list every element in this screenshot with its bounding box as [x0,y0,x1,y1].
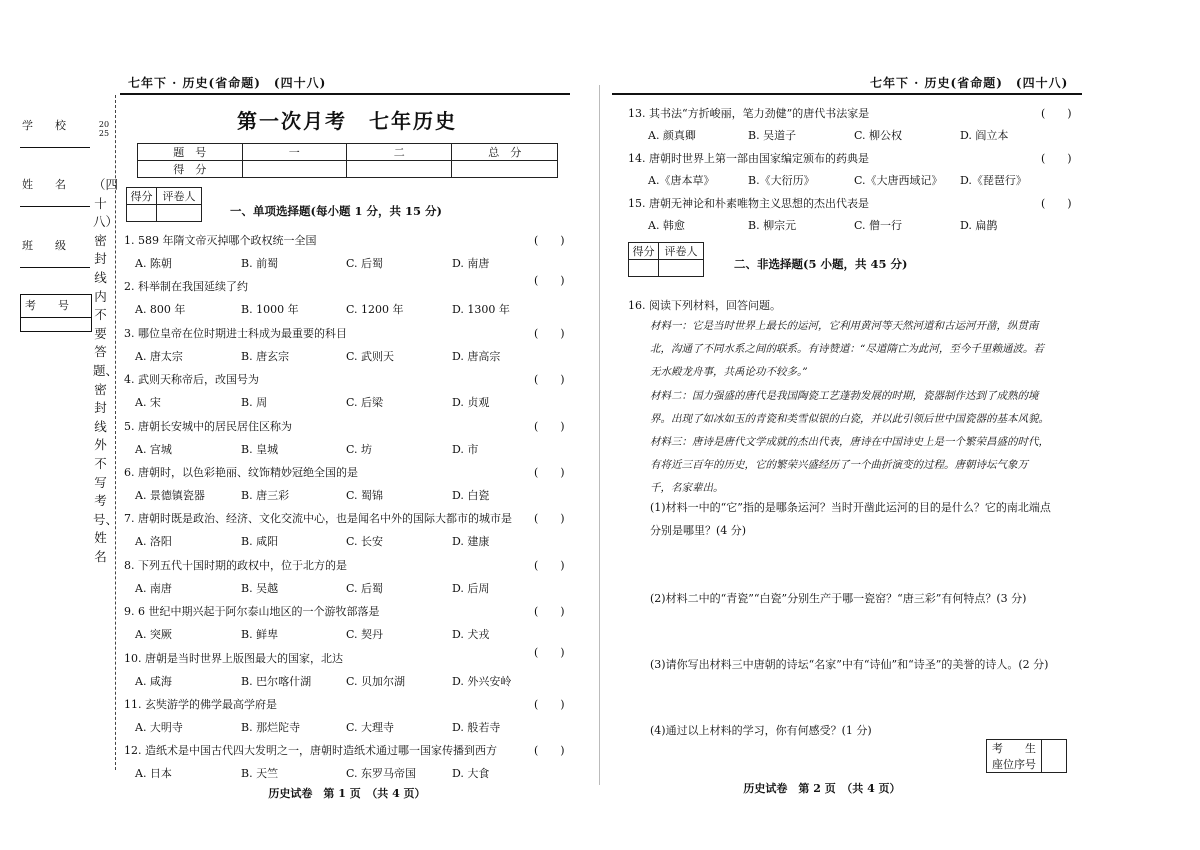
question-stem: 1. 589 年隋文帝灭掉哪个政权统一全国 [124,234,317,247]
option[interactable]: D. 贞观 [452,396,490,409]
option[interactable]: C. 后蜀 [346,582,384,595]
option[interactable]: D.《琵琶行》 [960,174,1027,187]
option[interactable]: B. 唐三彩 [241,489,290,502]
question-stem: 13. 其书法“方折峻丽，笔力劲健”的唐代书法家是 [628,107,870,120]
year-vertical: 2025 [98,120,110,138]
question-stem: 2. 科举制在我国延续了约 [124,280,248,293]
material-line: 有将近三百年的历史，它的繁荣兴盛经历了一个曲折演变的过程。唐朝诗坛气象万 [650,459,1028,471]
seal-dashed-line [115,95,116,770]
option[interactable]: D. 后周 [452,582,490,595]
class-field[interactable] [20,237,90,268]
option[interactable]: A. 陈朝 [135,257,172,270]
option[interactable]: D. 阎立本 [960,129,1009,142]
material-line: 材料三：唐诗是唐代文学成就的杰出代表，唐诗在中国诗史上是一个繁荣昌盛的时代， [650,436,1049,448]
option[interactable]: A. 洛阳 [135,535,172,548]
scorer-score-label: 得分 [127,188,157,205]
material-line: 千，名家辈出。 [650,482,724,494]
score-input-cell[interactable] [347,161,452,178]
answer-paren[interactable]: ( ) [534,698,565,711]
question-stem: 10. 唐朝是当时世界上版图最大的国家，北达 [124,652,343,665]
option[interactable]: D. 南唐 [452,257,490,270]
exam-number-label: 考 号 [25,299,69,312]
score-table-cell: 得 分 [138,161,243,178]
answer-paren[interactable]: ( ) [534,744,565,757]
option[interactable]: A. 突厥 [135,628,172,641]
option[interactable]: A. 宫城 [135,443,172,456]
option[interactable]: B. 前蜀 [241,257,279,270]
school-field[interactable] [20,117,90,148]
question-stem: 8. 下列五代十国时期的政权中，位于北方的是 [124,559,347,572]
option[interactable]: D. 白瓷 [452,489,490,502]
header-rule-right [612,93,1082,95]
option[interactable]: C. 后蜀 [346,257,384,270]
exam-number-field[interactable] [20,294,92,332]
section1-title: 一、单项选择题(每小题 1 分，共 15 分) [230,204,442,218]
seal-line-vertical-text: （四十八）密封线内不要答题、密封线外不写考号、姓名 [93,177,119,564]
score-input-cell[interactable] [452,161,558,178]
option[interactable]: A. 咸海 [135,675,172,688]
seat-label-2: 座位序号 [987,756,1042,773]
seat-label-1: 考 生 [987,740,1042,757]
header-right: 七年下 · 历史(省命题) (四十八) [870,76,1069,90]
class-line[interactable] [20,253,90,268]
option[interactable]: B. 唐玄宗 [241,350,290,363]
option[interactable]: C. 大理寺 [346,721,395,734]
sub-question-line: 分别是哪里？(4 分) [650,524,747,537]
q16-sub3: (3)请你写出材料三中唐朝的诗坛“名家”中有“诗仙”和“诗圣”的美誉的诗人。(2 分) [650,658,1049,671]
class-label: 班 级 [22,239,66,252]
option[interactable]: C. 契丹 [346,628,384,641]
option[interactable]: D. 犬戎 [452,628,490,641]
seat-number-box [986,739,1067,773]
footer-right: 历史试卷 第 2 页 （共 4 页） [743,782,901,795]
question-stem: 14. 唐朝时世界上第一部由国家编定颁布的药典是 [628,152,869,165]
option[interactable]: C. 1200 年 [346,303,404,316]
school-label: 学 校 [22,119,66,132]
option[interactable]: A. 唐太宗 [135,350,183,363]
footer-left: 历史试卷 第 1 页 （共 4 页） [268,787,426,800]
material-line: 无水殿龙舟事，共禹论功不较多。” [650,366,808,378]
score-summary-table [137,143,558,178]
option[interactable]: B.《大衍历》 [748,174,815,187]
question-stem: 4. 武则天称帝后，改国号为 [124,373,259,386]
option[interactable]: B. 巴尔喀什湖 [241,675,312,688]
answer-paren[interactable]: ( ) [534,373,565,386]
option[interactable]: A.《唐本草》 [648,174,715,187]
answer-paren[interactable]: ( ) [534,559,565,572]
option[interactable]: C. 坊 [346,443,373,456]
option[interactable]: D. 建康 [452,535,490,548]
header-rule-left [120,93,570,95]
option[interactable]: D. 1300 年 [452,303,510,316]
scorer-score-label: 得分 [629,243,659,260]
option[interactable]: B. 吴道子 [748,129,797,142]
question-stem: 3. 哪位皇帝在位时期进士科成为最重要的科目 [124,327,347,340]
option[interactable]: A. 南唐 [135,582,172,595]
scorer-box-section1 [126,187,202,222]
option[interactable]: B. 咸阳 [241,535,279,548]
material-line: 北，沟通了不同水系之间的联系。有诗赞道：“尽道隋亡为此河，至今千里赖通波。若 [650,343,1044,355]
scorer-grader-input[interactable] [659,260,704,277]
question-stem: 12. 造纸术是中国古代四大发明之一，唐朝时造纸术通过哪一国家传播到西方 [124,744,497,757]
q16-title: 16. 阅读下列材料，回答问题。 [628,299,781,312]
question-stem: 11. 玄奘游学的佛学最高学府是 [124,698,277,711]
question-stem: 7. 唐朝时既是政治、经济、文化交流中心，也是闻名中外的国际大都市的城市是 [124,512,512,525]
answer-paren[interactable]: ( ) [534,234,565,247]
name-label: 姓 名 [22,178,66,191]
answer-paren[interactable]: ( ) [1041,152,1072,165]
option[interactable]: B. 周 [241,396,268,409]
answer-paren[interactable]: ( ) [534,466,565,479]
score-table-cell: 一 [242,144,346,161]
option[interactable]: B. 那烂陀寺 [241,721,301,734]
option[interactable]: B. 鲜卑 [241,628,279,641]
scorer-grader-label: 评卷人 [659,243,704,260]
option[interactable]: D. 大食 [452,767,490,780]
answer-paren[interactable]: ( ) [534,646,565,659]
option[interactable]: B. 吴越 [241,582,279,595]
answer-paren[interactable]: ( ) [534,512,565,525]
option[interactable]: C.《大唐西域记》 [854,174,943,187]
option[interactable]: D. 市 [452,443,479,456]
question-stem: 9. 6 世纪中期兴起于阿尔泰山地区的一个游牧部落是 [124,605,380,618]
scorer-grader-input[interactable] [157,205,202,222]
option[interactable]: D. 唐高宗 [452,350,501,363]
scorer-grader-label: 评卷人 [157,188,202,205]
question-stem: 15. 唐朝无神论和朴素唯物主义思想的杰出代表是 [628,197,869,210]
answer-paren[interactable]: ( ) [1041,197,1072,210]
option[interactable]: A. 日本 [135,767,172,780]
option[interactable]: C. 后梁 [346,396,384,409]
answer-paren[interactable]: ( ) [534,274,565,287]
school-line[interactable] [20,133,90,148]
score-table-cell: 题 号 [138,144,243,161]
option[interactable]: B. 1000 年 [241,303,299,316]
option[interactable]: A. 800 年 [135,303,186,316]
name-line[interactable] [20,192,90,207]
question-stem: 6. 唐朝时，以色彩艳丽、纹饰精妙冠绝全国的是 [124,466,358,479]
page-divider [599,85,600,785]
seat-number-input[interactable] [1042,740,1067,773]
material-line: 材料一：它是当时世界上最长的运河，它利用黄河等天然河道和古运河开凿，纵贯南 [650,320,1039,332]
option[interactable]: B. 柳宗元 [748,219,797,232]
score-table-cell: 二 [347,144,452,161]
answer-paren[interactable]: ( ) [534,605,565,618]
material-line: 界。出现了如冰如玉的青瓷和类雪似银的白瓷，并以此引领后世中国瓷器的基本风貌。 [650,413,1049,425]
option[interactable]: C. 僧一行 [854,219,903,232]
q16-sub4: (4)通过以上材料的学习，你有何感受？(1 分) [650,724,872,737]
scorer-box-section2 [628,242,704,277]
name-field[interactable] [20,176,90,207]
answer-paren[interactable]: ( ) [534,327,565,340]
option[interactable]: D. 扁鹊 [960,219,998,232]
option[interactable]: A. 韩愈 [648,219,685,232]
option[interactable]: D. 般若寺 [452,721,501,734]
option[interactable]: A. 颜真卿 [648,129,696,142]
option[interactable]: B. 皇城 [241,443,279,456]
exam-title: 第一次月考 七年历史 [237,109,457,133]
option[interactable]: A. 大明寺 [135,721,183,734]
sub-question-line: (1)材料一中的“它”指的是哪条运河？当时开凿此运河的目的是什么？它的南北端点 [650,501,1051,514]
material-line: 材料二：国力强盛的唐代是我国陶瓷工艺蓬勃发展的时期，瓷器制作达到了成熟的境 [650,390,1039,402]
score-input-cell[interactable] [242,161,346,178]
q16-sub2: (2)材料二中的“青瓷”“白瓷”分别生产于哪一瓷窑？“唐三彩”有何特点？(3 分) [650,592,1027,605]
option[interactable]: C. 东罗马帝国 [346,767,417,780]
option[interactable]: C. 贝加尔湖 [346,675,406,688]
option[interactable]: A. 宋 [135,396,161,409]
header-left: 七年下 · 历史(省命题) (四十八) [128,76,327,90]
scorer-score-input[interactable] [629,260,659,277]
score-table-cell: 总 分 [452,144,558,161]
answer-paren[interactable]: ( ) [534,420,565,433]
option[interactable]: C. 蜀锦 [346,489,384,502]
option[interactable]: C. 长安 [346,535,384,548]
scorer-score-input[interactable] [127,205,157,222]
option[interactable]: D. 外兴安岭 [452,675,512,688]
section2-title: 二、非选择题(5 小题，共 45 分) [734,257,908,271]
option[interactable]: B. 天竺 [241,767,279,780]
option[interactable]: C. 柳公权 [854,129,903,142]
option[interactable]: C. 武则天 [346,350,395,363]
answer-paren[interactable]: ( ) [1041,107,1072,120]
option[interactable]: A. 景德镇瓷器 [135,489,205,502]
question-stem: 5. 唐朝长安城中的居民居住区称为 [124,420,292,433]
